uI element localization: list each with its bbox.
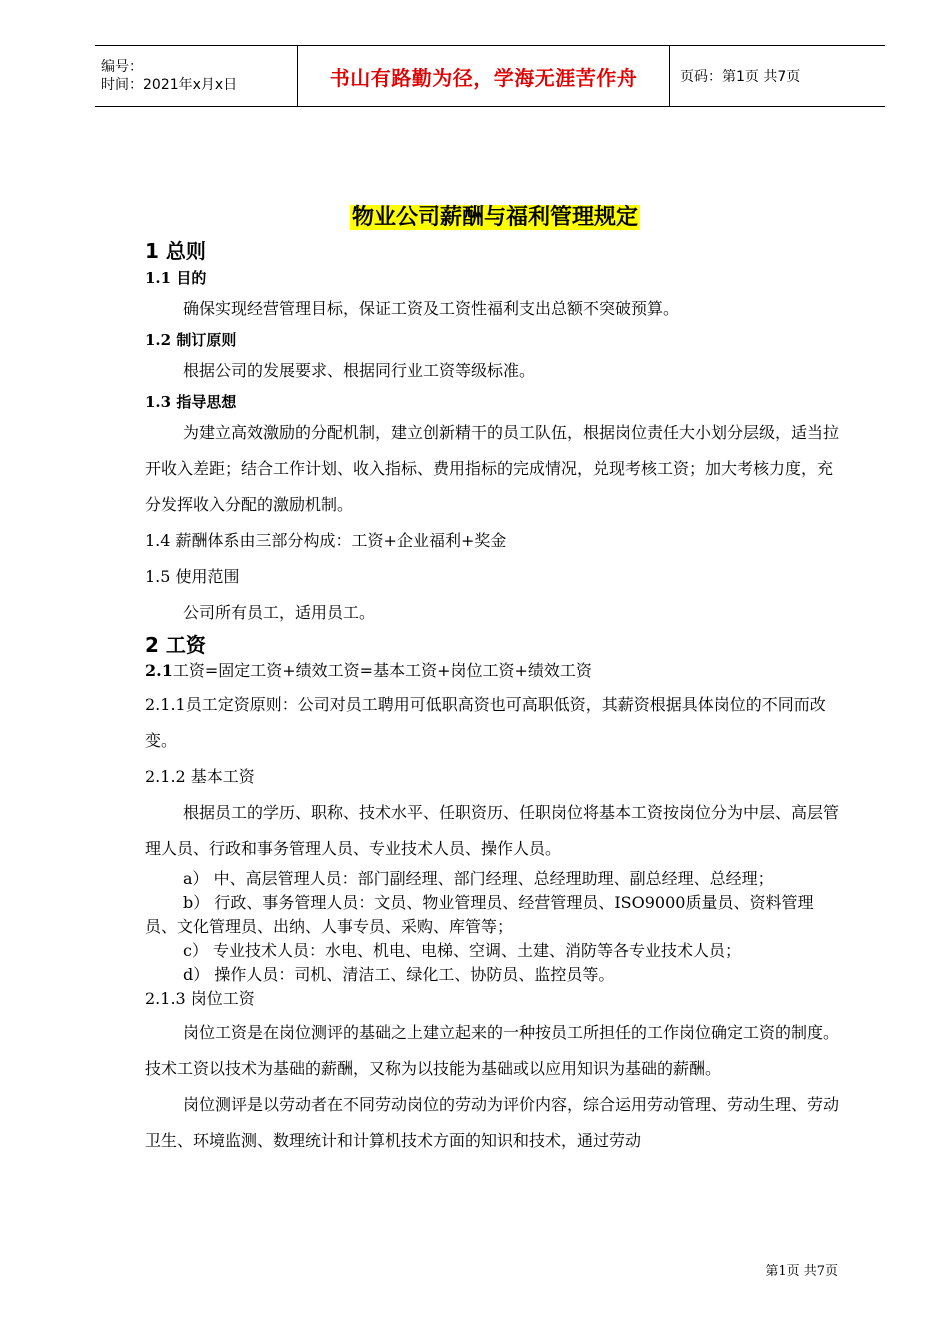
section-heading: 1 总则: [145, 239, 206, 263]
paragraph: 根据员工的学历、职称、技术水平、任职资历、任职岗位将基本工资按岗位分为中层、高层管理人员、行政和事务管理人员、专业技术人员、操作人员。: [145, 803, 840, 858]
subsection-heading: 1.3 指导思想: [145, 393, 237, 411]
list-item: a） 中、高层管理人员：部门副经理、部门经理、总经理助理、副总经理、总经理；: [183, 869, 774, 888]
header-motto: 书山有路勤为径，学海无涯苦作舟: [297, 46, 670, 106]
subsection-heading: 1.1 目的: [145, 269, 207, 287]
paragraph: 2.1.3 岗位工资: [145, 989, 255, 1008]
page-footer: 第1页 共7页: [765, 1264, 838, 1279]
paragraph: 1.4 薪酬体系由三部分构成：工资+企业福利+奖金: [145, 531, 507, 550]
header-meta: [95, 46, 297, 106]
paragraph: 为建立高效激励的分配机制，建立创新精干的员工队伍，根据岗位责任大小划分层级，适当拉开收入差距；结合工作计划、收入指标、费用指标的完成情况，兑现考核工资；加大考核力度，充分发挥收入分配的激励机制。: [145, 423, 840, 514]
page-header: [95, 45, 885, 107]
paragraph: 公司所有员工，适用员工。: [183, 603, 376, 622]
paragraph: 岗位工资是在岗位测评的基础之上建立起来的一种按员工所担任的工作岗位确定工资的制度。技术工资以技术为基础的薪酬，又称为以技能为基础或以应用知识为基础的薪酬。: [145, 1023, 840, 1078]
subsection-heading: 1.2 制订原则: [145, 331, 237, 349]
list-item: d） 操作人员：司机、清洁工、绿化工、协防员、监控员等。: [183, 965, 615, 984]
paragraph: 根据公司的发展要求、根据同行业工资等级标准。: [183, 361, 536, 380]
document-title: 物业公司薪酬与福利管理规定: [351, 205, 638, 230]
serial-label: 编号：: [101, 59, 143, 75]
section-heading: 2 工资: [145, 633, 206, 657]
list-item: c） 专业技术人员：水电、机电、电梯、空调、土建、消防等各专业技术人员；: [183, 941, 742, 960]
paragraph: 2.1.2 基本工资: [145, 767, 255, 786]
header-page-number: 页码：第1页 共7页: [680, 69, 801, 85]
paragraph: 岗位测评是以劳动者在不同劳动岗位的劳动为评价内容，综合运用劳动管理、劳动生理、劳动卫生、环境监测、数理统计和计算机技术方面的知识和技术，通过劳动: [145, 1095, 840, 1150]
paragraph: 2.1工资=固定工资+绩效工资=基本工资+岗位工资+绩效工资: [145, 661, 592, 680]
paragraph: 确保实现经营管理目标，保证工资及工资性福利支出总额不突破预算。: [183, 299, 680, 318]
list-item: b） 行政、事务管理人员：文员、物业管理员、经营管理员、ISO9000质量员、资料管理员、文化管理员、出纳、人事专员、采购、库管等；: [145, 893, 814, 936]
paragraph: 2.1.1员工定资原则：公司对员工聘用可低职高资也可高职低资，其薪资根据具体岗位的不同而改变。: [145, 695, 826, 750]
document-body: [145, 200, 845, 1159]
date-label: 时间：2021年x月x日: [101, 77, 238, 93]
paragraph: 1.5 使用范围: [145, 567, 240, 586]
